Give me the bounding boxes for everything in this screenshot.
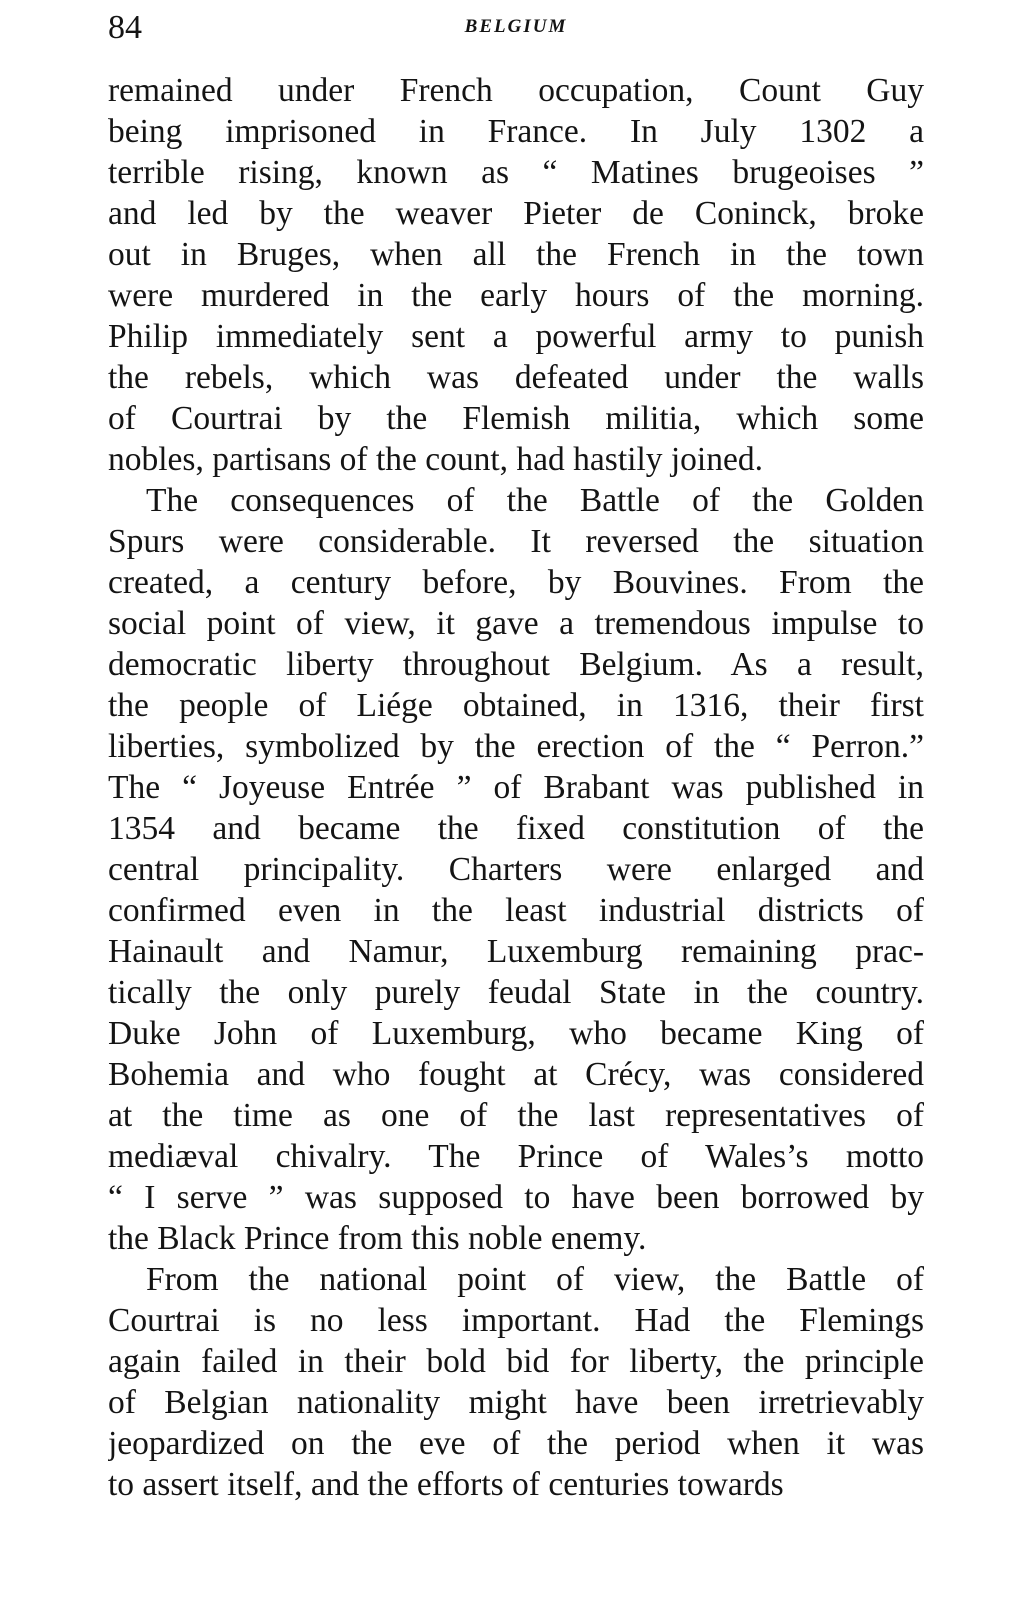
text-line: of Courtrai by the Flemish militia, which some [108, 400, 924, 437]
text-line: social point of view, it gave a tremendous impulse to [108, 605, 924, 642]
text-line: terrible rising, known as “ Matines brugeoises ” [108, 154, 924, 191]
text-line: created, a century before, by Bouvines. From the [108, 564, 924, 601]
text-line: the rebels, which was defeated under the walls [108, 359, 924, 396]
text-line: The consequences of the Battle of the Golden [146, 482, 924, 519]
text-line: were murdered in the early hours of the morning. [108, 277, 924, 314]
text-line: tically the only purely feudal State in the country. [108, 974, 924, 1011]
text-line: the people of Liége obtained, in 1316, their first [108, 687, 924, 724]
text-line: democratic liberty throughout Belgium. As a result, [108, 646, 924, 683]
text-line: Bohemia and who fought at Crécy, was considered [108, 1056, 924, 1093]
text-line: “ I serve ” was supposed to have been borrowed by [108, 1179, 924, 1216]
page-number: 84 [108, 9, 142, 46]
running-head [108, 8, 924, 48]
text-line: The “ Joyeuse Entrée ” of Brabant was published in [108, 769, 924, 806]
text-line: and led by the weaver Pieter de Coninck, broke [108, 195, 924, 232]
text-line: Spurs were considerable. It reversed the situation [108, 523, 924, 560]
paragraph-1 [108, 70, 924, 480]
text-line: Hainault and Namur, Luxemburg remaining prac- [108, 933, 924, 970]
text-line: out in Bruges, when all the French in the town [108, 236, 924, 273]
body-text [108, 70, 924, 1505]
text-line: of Belgian nationality might have been irretrievably [108, 1384, 924, 1421]
text-line: to assert itself, and the efforts of centuries towards [108, 1466, 784, 1503]
text-line: at the time as one of the last representatives of [108, 1097, 924, 1134]
text-line: being imprisoned in France. In July 1302 a [108, 113, 924, 150]
text-line: 1354 and became the fixed constitution of the [108, 810, 924, 847]
text-line: Courtrai is no less important. Had the Flemings [108, 1302, 924, 1339]
text-line: Philip immediately sent a powerful army to punish [108, 318, 924, 355]
text-line: jeopardized on the eve of the period when it was [108, 1425, 924, 1462]
text-line: liberties, symbolized by the erection of the “ Perron.” [108, 728, 924, 765]
paragraph-3 [108, 1259, 924, 1505]
text-line: remained under French occupation, Count Guy [108, 72, 924, 109]
text-line: nobles, partisans of the count, had hastily joined. [108, 441, 763, 478]
text-line: From the national point of view, the Battle of [146, 1261, 924, 1298]
text-line: central principality. Charters were enlarged and [108, 851, 924, 888]
text-line: Duke John of Luxemburg, who became King of [108, 1015, 924, 1052]
paragraph-2 [108, 480, 924, 1259]
text-line: mediæval chivalry. The Prince of Wales’s motto [108, 1138, 924, 1175]
text-line: confirmed even in the least industrial districts of [108, 892, 924, 929]
text-line: the Black Prince from this noble enemy. [108, 1220, 647, 1257]
running-title: BELGIUM [464, 16, 568, 37]
text-line: again failed in their bold bid for liberty, the principle [108, 1343, 924, 1380]
